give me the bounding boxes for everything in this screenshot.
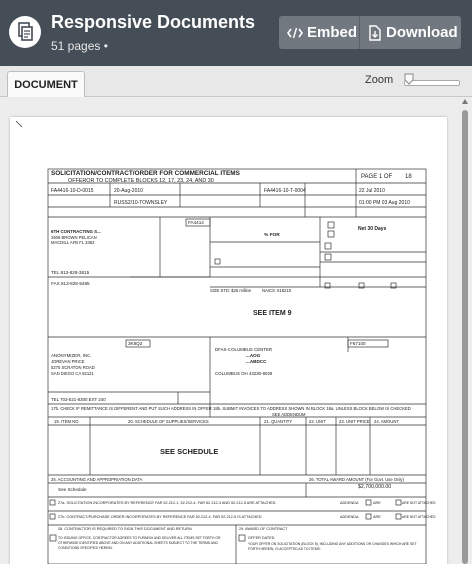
solicitation-number: FA4416-10-T-0004 — [264, 188, 306, 194]
offer-due-date: 01:00 PM 03 Aug 2010 — [359, 200, 410, 206]
document-stack-icon — [16, 22, 34, 42]
issuer-telephone: TEL 813-828-3815 — [51, 270, 90, 275]
accounting-see-schedule: See Schedule — [58, 487, 87, 492]
issuer-fax: FAX 813-828-5485 — [51, 281, 90, 286]
payment-address-2: ...ABDCC — [246, 359, 267, 364]
page-total: 18 — [405, 174, 412, 180]
contract-number: FA4416-10-D-0015 — [51, 188, 94, 194]
block-28-text: TO ISSUING OFFICE. CONTRACTOR AGREES TO FURNISH AND DELIVER ALL ITEMS SET FORTH OR OTHERWISE IDENTIFIED ABOVE AND ON ANY ADDITIONAL SHEETS SUBJECT TO THE TERMS AND CONDITIONS SPECIFIED HEREIN. — [58, 536, 221, 550]
requisition-number: RUSS2/10-TOWNSLEY — [114, 200, 168, 206]
vertical-scrollbar[interactable] — [462, 110, 468, 564]
download-button[interactable] — [360, 16, 461, 49]
block-28-label: 28. CONTRACTOR IS REQUIRED TO SIGN THIS DOCUMENT AND RETURN — [58, 527, 192, 531]
total-award-label: 26. TOTAL AWARD AMOUNT (For Govt. Use Only) — [309, 477, 404, 482]
scroll-up-arrow-icon[interactable] — [462, 99, 468, 104]
payment-office-name: DFAS-COLUMBUS CENTER — [215, 347, 273, 352]
accounting-data-label: 25. ACCOUNTING AND APPROPRIATION DATA — [51, 477, 143, 482]
contractor-address-3: SAN DIEGO CA 92121 — [51, 371, 94, 376]
page-of-label: PAGE 1 OF — [361, 174, 393, 180]
column-unit: 22. UNIT — [309, 419, 326, 424]
issued-by-address-1: 2606 BROWN PELICAN — [51, 235, 97, 240]
document-title: Responsive Documents — [51, 12, 256, 32]
contractor-address-1: JOREVAN PRICE — [51, 359, 85, 364]
are-not-attached-27a: ARE NOT ATTACHED — [402, 501, 436, 505]
issued-by-name: 6TH CONTRACTING S... — [51, 229, 101, 234]
document-page — [10, 117, 447, 564]
payment-office-code: F67100 — [350, 341, 366, 346]
see-schedule-note: SEE SCHEDULE — [160, 447, 219, 456]
offer-dated-label: OFFER DATED — [248, 536, 275, 540]
contractor-telephone: TEL 703-521-8300 EXT 240 — [51, 397, 106, 402]
header-actions — [279, 16, 461, 49]
column-item-number: 19. ITEM NO. — [54, 419, 80, 424]
far-27a-note: 27a. SOLICITATION INCORPORATES BY REFERENCE FAR 52.212-1, 52.212-4. FAR 52.212-3 AND 52.212-5 ARE ATTACHED. — [58, 501, 277, 505]
payment-address-1: ...AOG — [246, 353, 261, 358]
zoom-slider-handle[interactable] — [404, 73, 414, 85]
tab-document[interactable]: DOCUMENT — [7, 71, 85, 97]
form-title: SOLICITATION/CONTRACT/ORDER FOR COMMERCIAL ITEMS — [51, 170, 240, 177]
app-header — [0, 0, 472, 66]
contractor-address-2: 5275 SCRATON ROAD — [51, 365, 95, 370]
contractor-code: 3K8Q2 — [128, 341, 143, 346]
payment-address-3: COLUMBUS OH 43230-9029 — [215, 371, 273, 376]
embed-label: Embed — [307, 24, 358, 41]
zoom-label: Zoom — [365, 74, 394, 86]
award-date: 20-Aug-2010 — [114, 188, 143, 194]
addenda-label-27b: ADDENDA — [340, 515, 359, 519]
form-subtitle: OFFEROR TO COMPLETE BLOCKS 12, 17, 23, 24, AND 30 — [68, 178, 214, 184]
column-amount: 24. AMOUNT — [374, 419, 399, 424]
download-label: Download — [386, 24, 458, 41]
see-item-note: SEE ITEM 9 — [253, 310, 292, 317]
block-29-text: YOUR OFFER ON SOLICITATION (BLOCK 5), INCLUDING ANY ADDITIONS OR CHANGES WHICH ARE SET FORTH HEREIN, IS ACCEPTED AS TO ITEMS: — [248, 542, 417, 551]
column-schedule: 20. SCHEDULE OF SUPPLIES/SERVICES — [128, 419, 209, 424]
are-label-27a: ARE — [373, 501, 381, 505]
far-27b-note: 27b. CONTRACT/PURCHASE ORDER INCORPORATES BY REFERENCE FAR 52.212-4. FAR 52.212-5 IS ATTACHED. — [58, 515, 263, 519]
column-quantity: 21. QUANTITY — [264, 419, 293, 424]
column-unit-price: 23. UNIT PRICE — [339, 419, 370, 424]
issued-by-address-2: MACDILL AFB FL 3362 — [51, 240, 95, 245]
embed-button[interactable] — [279, 16, 360, 49]
remittance-note: 17b. CHECK IF REMITTANCE IS DIFFERENT AND PUT SUCH ADDRESS IN OFFER — [51, 406, 212, 411]
naics-code: NAICS: 518210 — [262, 288, 292, 293]
size-standard: SIZE STD: $25 million — [210, 288, 252, 293]
total-award-amount: $2,700,000.00 — [358, 484, 392, 490]
scanned-form — [10, 117, 447, 564]
submit-invoices-note: 18b. SUBMIT INVOICES TO ADDRESS SHOWN IN BLOCK 18a. UNLESS BLOCK BELOW IS CHECKED — [213, 406, 411, 411]
discount-terms: Net 30 Days — [358, 226, 387, 232]
are-not-attached-27b: ARE NOT ATTACHED — [402, 515, 436, 519]
download-icon — [368, 25, 382, 41]
set-aside-percent: % FOR — [264, 233, 280, 238]
are-label-27b: ARE — [373, 515, 381, 519]
document-logo — [9, 16, 41, 48]
issue-date: 22 Jul 2010 — [359, 188, 385, 194]
contractor-name: ANONYMIZER, INC. — [51, 353, 92, 358]
page-count: 51 pages • — [51, 39, 108, 53]
see-addendum: SEE ADDENDUM — [272, 412, 306, 417]
issued-by-code: FA4414 — [188, 220, 204, 225]
block-29-label: 29. AWARD OF CONTRACT — [239, 527, 288, 531]
addenda-label-27a: ADDENDA — [340, 501, 359, 505]
code-icon — [287, 27, 303, 39]
